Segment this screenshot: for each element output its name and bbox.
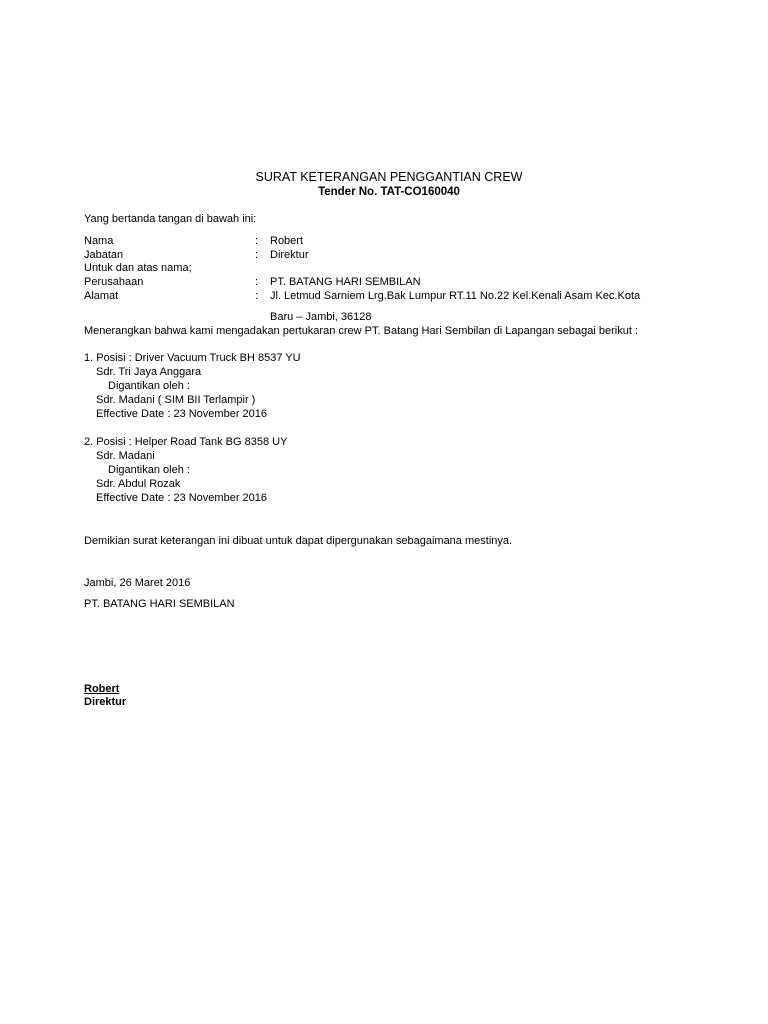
nama-label: Nama	[84, 235, 114, 247]
alamat-value-line2: Baru – Jambi, 36128	[270, 311, 372, 323]
item-1-sdr-lama: Sdr. Tri Jaya Anggara	[96, 366, 202, 378]
signatory-name: Robert	[84, 683, 120, 695]
atas-nama-text: Untuk dan atas nama;	[84, 262, 192, 274]
nama-value: Robert	[270, 235, 304, 247]
perusahaan-label: Perusahaan	[84, 276, 144, 288]
item-1-posisi: 1. Posisi : Driver Vacuum Truck BH 8537 YU	[84, 352, 301, 364]
alamat-colon: :	[255, 290, 259, 302]
perusahaan-value: PT. BATANG HARI SEMBILAN	[270, 276, 421, 288]
item-1-sdr-baru: Sdr. Madani ( SIM BII Terlampir )	[96, 394, 256, 406]
company-name: PT. BATANG HARI SEMBILAN	[84, 598, 235, 610]
item-2-effective-date: Effective Date : 23 November 2016	[96, 492, 268, 504]
closing-text: Demikian surat keterangan ini dibuat untuk dapat dipergunakan sebagaimana mestinya.	[84, 535, 513, 547]
statement-text: Menerangkan bahwa kami mengadakan pertukaran crew PT. Batang Hari Sembilan di Lapangan sebagai berikut :	[84, 325, 639, 337]
alamat-value-line1: Jl. Letmud Sarniem Lrg.Bak Lumpur RT.11 No.22 Kel.Kenali Asam Kec.Kota	[270, 290, 641, 302]
perusahaan-colon: :	[255, 276, 259, 288]
intro-text: Yang bertanda tangan di bawah ini:	[84, 213, 257, 225]
nama-colon: :	[255, 235, 259, 247]
jabatan-value: Direktur	[270, 249, 309, 261]
tender-number: Tender No. TAT-CO160040	[318, 186, 460, 198]
item-2-digantikan: Digantikan oleh :	[108, 464, 190, 476]
item-2-sdr-baru: Sdr. Abdul Rozak	[96, 478, 181, 490]
jabatan-colon: :	[255, 249, 259, 261]
item-2-posisi: 2. Posisi : Helper Road Tank BG 8358 UY	[84, 436, 288, 448]
item-2-sdr-lama: Sdr. Madani	[96, 450, 155, 462]
place-date: Jambi, 26 Maret 2016	[84, 577, 191, 589]
signatory-title: Direktur	[84, 696, 127, 708]
letter-title: SURAT KETERANGAN PENGGANTIAN CREW	[255, 170, 523, 184]
alamat-label: Alamat	[84, 290, 119, 302]
jabatan-label: Jabatan	[84, 249, 124, 261]
item-1-digantikan: Digantikan oleh :	[108, 380, 190, 392]
item-1-effective-date: Effective Date : 23 November 2016	[96, 408, 268, 420]
